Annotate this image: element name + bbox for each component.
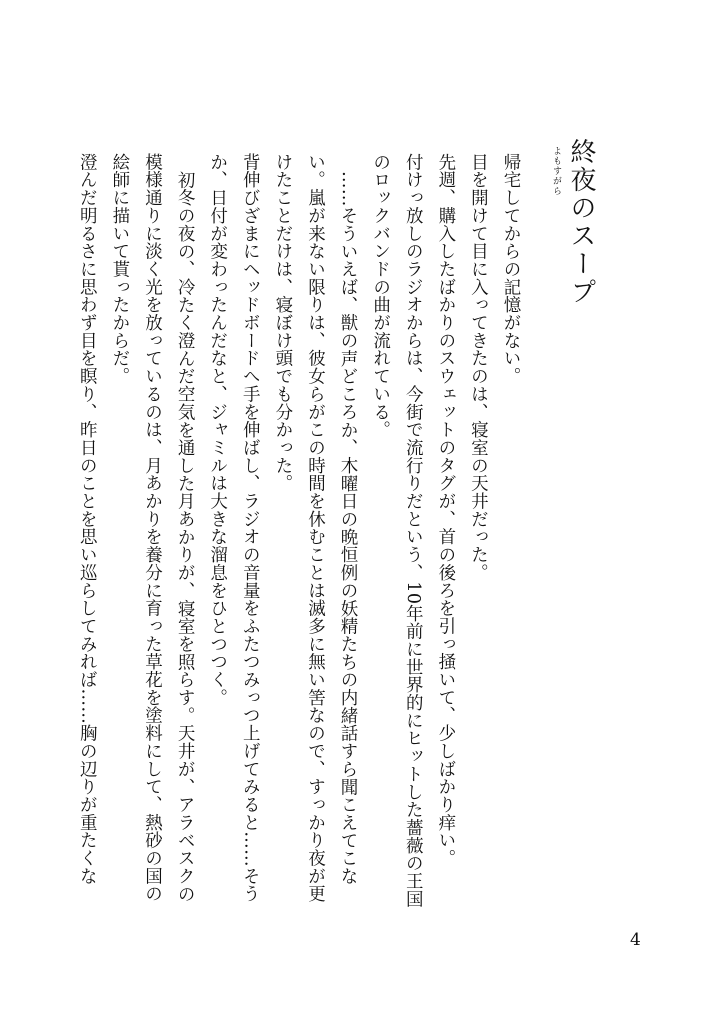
vertical-body-text (71, 153, 527, 913)
paragraph: 澄んだ明るさに思わず目を瞑り、昨日のことを思い巡らしてみれば……胸の辺りが重たくな (77, 153, 98, 885)
paragraph: 先週、購入したばかりのスウェットのタグが、首の後ろを引っ掻いて、少しばかり痒い。 (435, 153, 456, 867)
title-ruby: よもすがら (551, 146, 561, 196)
paragraph: 背伸びざまにヘッドボードへ手を伸ばし、ラジオの音量をふたつみっつ上げてみると……そうか、日付が変わったんだなと、ジャミルは大きな溜息をひとつつく。 (207, 153, 261, 903)
paragraph: 付けっ放しのラジオからは、今街で流行りだという、10年前に世界的にヒットした薔薇の王国のロックバンドの曲が流れている。 (370, 153, 424, 908)
paragraph: ……そういえば、獣の声どころか、木曜日の晩恒例の妖精たちの内緒話すら聞こえてこない。嵐が来ない限りは、彼女らがこの時間を休むことは滅多に無い筈なので、すっかり夜が更けたことだけは、寝ぼけ頭でも分かった。 (272, 153, 359, 903)
page-number: 4 (630, 930, 641, 950)
paragraph: 目を開けて目に入ってきたのは、寝室の天井だった。 (468, 153, 489, 582)
paragraph: 初冬の夜の、冷たく澄んだ空気を通した月あかりが、寝室を照らす。天井が、アラベスクの模様通りに淡く光を放っているのは、月あかりを養分に育った草花を塗料にして、熱砂の国の絵師に描いて貰ったからだ。 (109, 153, 196, 903)
paragraph: 帰宅してからの記憶がない。 (501, 153, 521, 386)
chapter-title-block (550, 138, 604, 306)
chapter-title: 終夜のスープ (566, 138, 596, 306)
